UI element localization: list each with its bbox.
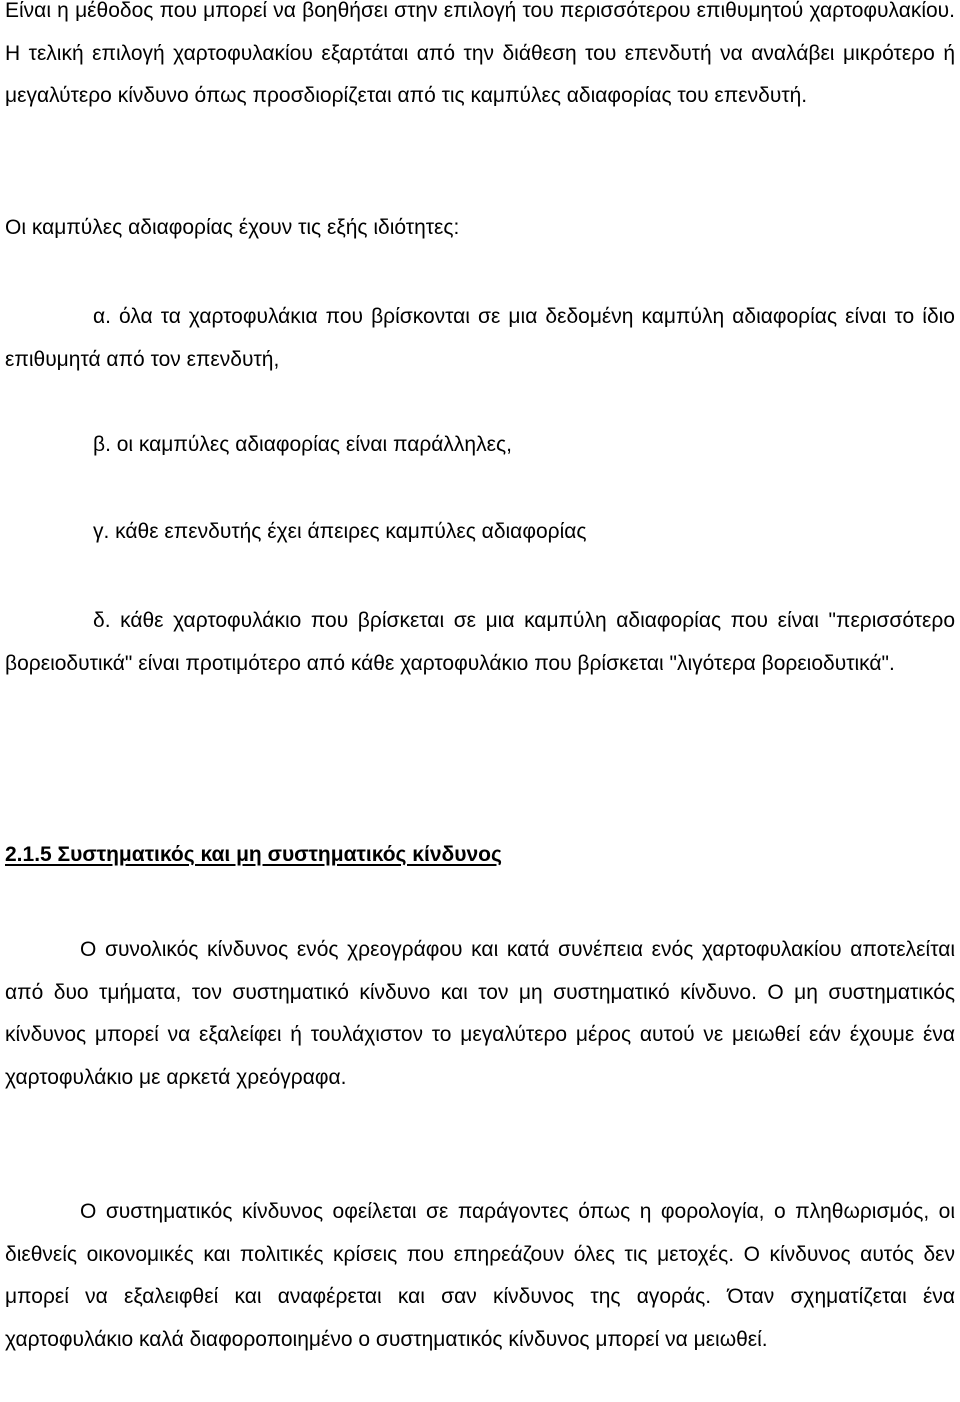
property-item-c: γ. κάθε επενδυτής έχει άπειρες καμπύλες αδιαφορίας xyxy=(93,520,587,543)
property-item-d: δ. κάθε χαρτοφυλάκιο που βρίσκεται σε μια καμπύλη αδιαφορίας που είναι "περισσότερο βορειοδυτικά" είναι προτιμότερο από κάθε χαρτοφυλάκιο που βρίσκεται "λιγότερα βορειοδυτικά". xyxy=(5,609,955,675)
intro-paragraph: Είναι η μέθοδος που μπορεί να βοηθήσει στην επιλογή του περισσότερου επιθυμητού χαρτοφυλακίου. Η τελική επιλογή χαρτοφυλακίου εξαρτάται από την διάθεση του επενδυτή να αναλάβει μικρότερο ή μεγαλύτερο κίνδυνο όπως προσδιορίζεται από τις καμπύλες αδιαφορίας του επενδυτή. xyxy=(5,0,955,107)
properties-intro: Οι καμπύλες αδιαφορίας έχουν τις εξής ιδιότητες: xyxy=(5,216,460,239)
section-heading: 2.1.5 Συστηματικός και μη συστηματικός κίνδυνος xyxy=(5,843,502,866)
property-item-b: β. οι καμπύλες αδιαφορίας είναι παράλληλες, xyxy=(93,433,512,456)
property-item-a: α. όλα τα χαρτοφυλάκια που βρίσκονται σε μια δεδομένη καμπύλη αδιαφορίας είναι το ίδιο επιθυμητά από τον επενδυτή, xyxy=(5,305,955,371)
section-paragraph-2: Ο συστηματικός κίνδυνος οφείλεται σε παράγοντες όπως η φορολογία, ο πληθωρισμός, οι διεθνείς οικονομικές και πολιτικές κρίσεις που επηρεάζουν όλες τις μετοχές. Ο κίνδυνος αυτός δεν μπορεί να εξαλειφθεί και αναφέρεται και σαν κίνδυνος της αγοράς. Όταν σχηματίζεται ένα χαρτοφυλάκιο καλά διαφοροποιημένο ο συστηματικός κίνδυνος μπορεί να μειωθεί. xyxy=(5,1200,955,1351)
section-paragraph-1: Ο συνολικός κίνδυνος ενός χρεογράφου και κατά συνέπεια ενός χαρτοφυλακίου αποτελείται από δυο τμήματα, τον συστηματικό κίνδυνο και τον μη συστηματικό κίνδυνο. Ο μη συστηματικός κίνδυνος μπορεί να εξαλείφει ή τουλάχιστον το μεγαλύτερο μέρος αυτού νε μειωθεί εάν έχουμε ένα χαρτοφυλάκιο με αρκετά χρεόγραφα. xyxy=(5,938,955,1089)
